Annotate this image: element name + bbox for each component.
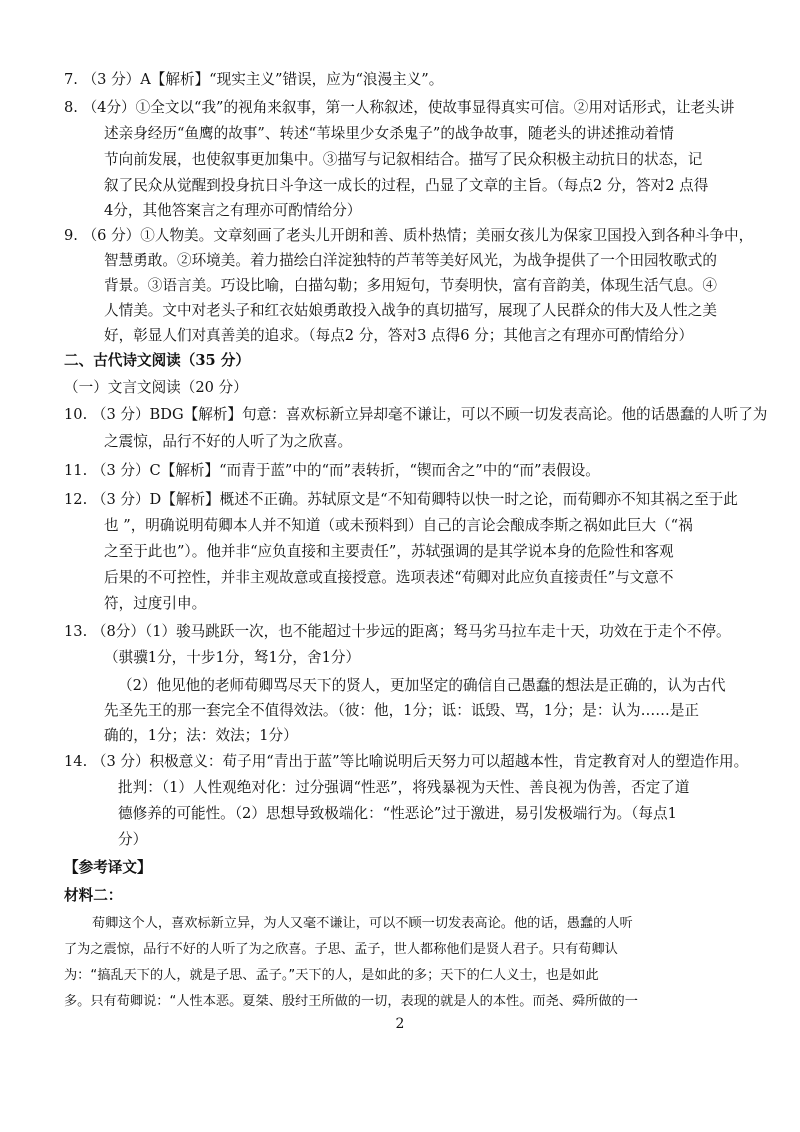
answer-9-line-3: 背景。③语言美。巧设比喻，白描勾勒；多用短句，节奏明快，富有音韵美，体现生活气息。④ bbox=[104, 277, 717, 294]
answer-8-line-1: 8. （4分）①全文以“我”的视角来叙事，第一人称叙述，使故事显得真实可信。②用对话形式，让老头讲 bbox=[64, 99, 735, 116]
section-heading: 二、古代诗文阅读（35 分） bbox=[64, 352, 250, 369]
translation-line-3: 为：“搞乱天下的人，就是子思、孟子。”天下的人，是如此的多；天下的仁人义士，也是如此 bbox=[64, 968, 599, 983]
answer-9-line-5: 好，彰显人们对真善美的追求。（每点2 分，答对3 点得6 分；其他言之有理亦可酌情给分） bbox=[104, 327, 694, 344]
answer-12-line-3: 之至于此也”）。他并非“应负直接和主要责任”，苏轼强调的是其学说本身的危险性和客观 bbox=[104, 543, 674, 560]
answer-8-line-4: 叙了民众从觉醒到投身抗日斗争这一成长的过程，凸显了文章的主旨。（每点2 分，答对2 点得 bbox=[104, 177, 709, 194]
translation-heading: 【参考译文】 bbox=[64, 859, 152, 876]
answer-8-line-2: 述亲身经历“鱼鹰的故事”、转述“苇垛里少女杀鬼子”的战争故事，随老头的讲述推动着情 bbox=[104, 125, 674, 142]
answer-12-line-4: 后果的不可控性，并非主观故意或直接授意。选项表述“荀卿对此应负直接责任”与文意不 bbox=[104, 569, 674, 586]
answer-13-line-1: 13. （8分）（1）骏马跳跃一次，也不能超过十步远的距离；驽马劣马拉车走十天，功效在于走个不停。 bbox=[64, 623, 731, 640]
answer-8-line-3: 节向前发展，也使叙事更加集中。③描写与记叙相结合。描写了民众积极主动抗日的状态，记 bbox=[104, 151, 703, 168]
answer-13-line-3: （2）他见他的老师荀卿骂尽天下的贤人，更加坚定的确信自己愚蠢的想法是正确的，认为古代 bbox=[118, 677, 726, 694]
answer-13-line-4: 先圣先王的那一套完全不值得效法。（彼：他，1分；诋：诋毁、骂，1分；是：认为……是正 bbox=[104, 702, 700, 719]
answer-13-line-2: （骐骥1分，十步1分，驽1分，舍1分） bbox=[104, 649, 361, 666]
answer-14-line-1: 14. （3 分）积极意义：荀子用“青出于蓝”等比喻说明后天努力可以超越本性，肯定教育对人的塑造作用。 bbox=[64, 753, 749, 770]
translation-line-4: 多。只有荀卿说：“人性本恶。夏桀、殷纣王所做的一切，表现的就是人的本性。而尧、舜所做的一 bbox=[64, 994, 638, 1009]
answer-10-line-1: 10. （3 分）BDG【解析】句意：喜欢标新立异却毫不谦让，可以不顾一切发表高论。他的话愚蠢的人听了为 bbox=[64, 406, 768, 423]
translation-line-2: 了为之震惊，品行不好的人听了为之欣喜。子思、孟子，世人都称他们是贤人君子。只有荀卿认 bbox=[64, 942, 618, 957]
answer-9-line-4: 人情美。文中对老头子和红衣姑娘勇敢投入战争的真切描写，展现了人民群众的伟大及人性之美 bbox=[104, 302, 717, 319]
answer-12-line-2: 也 ”，明确说明荀卿本人并不知道（或未预料到）自己的言论会酿成李斯之祸如此巨大（“祸 bbox=[104, 517, 693, 534]
answer-14-line-4: 分） bbox=[118, 831, 148, 848]
answer-13-line-5: 确的，1分；法：效法；1分） bbox=[104, 727, 298, 744]
answer-9-line-2: 智慧勇敢。②环境美。着力描绘白洋淀独特的芦苇等美好风光，为战争提供了一个田园牧歌式的 bbox=[104, 252, 717, 269]
translation-line-1: 荀卿这个人，喜欢标新立异，为人又毫不谦让，可以不顾一切发表高论。他的话，愚蠢的人听 bbox=[92, 916, 633, 931]
answer-7: 7. （3 分）A【解析】“现实主义”错误，应为“浪漫主义”。 bbox=[64, 71, 444, 88]
answer-8-line-5: 4分，其他答案言之有理亦可酌情给分） bbox=[104, 202, 362, 219]
page-number: 2 bbox=[395, 1016, 405, 1032]
subsection-heading: （一）文言文阅读（20 分） bbox=[64, 379, 248, 396]
answer-12-line-5: 符，过度引申。 bbox=[104, 595, 207, 612]
answer-9-line-1: 9. （6 分）①人物美。文章刻画了老头儿开朗和善、质朴热情；美丽女孩儿为保家卫国投入到各种斗争中， bbox=[64, 227, 754, 244]
answer-11: 11. （3 分）C【解析】“而青于蓝”中的“而”表转折，“锲而舍之”中的“而”表假设。 bbox=[64, 462, 600, 479]
answer-14-line-2: 批判：（1）人性观绝对化：过分强调“性恶”，将残暴视为天性、善良视为伪善，否定了道 bbox=[118, 779, 690, 796]
material-two-heading: 材料二： bbox=[64, 887, 123, 904]
answer-10-line-2: 之震惊，品行不好的人听了为之欣喜。 bbox=[104, 433, 353, 450]
answer-12-line-1: 12. （3 分）D【解析】概述不正确。苏轼原文是“不知荀卿特以快一时之论，而荀卿亦不知其祸之至于此 bbox=[64, 491, 738, 508]
answer-14-line-3: 德修养的可能性。（2）思想导致极端化：“性恶论”过于激进，易引发极端行为。（每点1 bbox=[118, 805, 677, 822]
